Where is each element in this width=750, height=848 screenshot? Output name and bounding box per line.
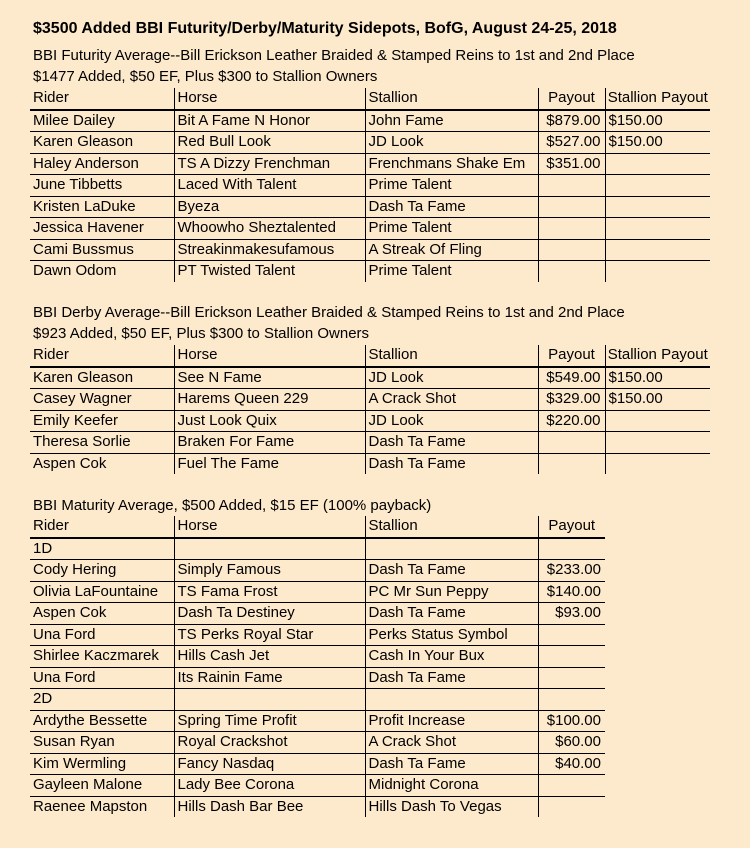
payout-cell: $351.00 xyxy=(538,153,605,175)
payout-cell: $93.00 xyxy=(538,603,605,625)
stallion-cell: Perks Status Symbol xyxy=(365,624,538,646)
horse-cell: TS Fama Frost xyxy=(174,581,365,603)
horse-cell: Red Bull Look xyxy=(174,132,365,154)
stallion-cell: JD Look xyxy=(365,132,538,154)
payout-cell: $220.00 xyxy=(538,410,605,432)
table-row xyxy=(30,775,605,797)
horse-cell: PT Twisted Talent xyxy=(174,261,365,282)
maturity-heading: BBI Maturity Average, $500 Added, $15 EF (100% payback) xyxy=(33,497,432,514)
stallion-payout-cell xyxy=(605,432,710,454)
stallion-cell: Midnight Corona xyxy=(365,775,538,797)
payout-cell: $100.00 xyxy=(538,710,605,732)
table-row xyxy=(30,432,710,454)
column-header: Rider xyxy=(30,345,174,367)
page-title: $3500 Added BBI Futurity/Derby/Maturity Sidepots, BofG, August 24-25, 2018 xyxy=(33,20,617,37)
column-header: Rider xyxy=(30,516,174,538)
horse-cell: Just Look Quix xyxy=(174,410,365,432)
horse-cell: Streakinmakesufamous xyxy=(174,239,365,261)
table-row xyxy=(30,603,605,625)
stallion-cell: Profit Increase xyxy=(365,710,538,732)
stallion-cell: Prime Talent xyxy=(365,218,538,240)
column-header: Stallion xyxy=(365,345,538,367)
payout-cell: $549.00 xyxy=(538,367,605,389)
column-header: Stallion xyxy=(365,88,538,110)
rider-cell: Kim Wermling xyxy=(30,753,174,775)
payout-cell xyxy=(538,218,605,240)
column-header: Stallion Payout xyxy=(605,88,710,110)
rider-cell: Ardythe Bessette xyxy=(30,710,174,732)
derby-heading: BBI Derby Average--Bill Erickson Leather Braided & Stamped Reins to 1st and 2nd Place xyxy=(33,304,625,321)
payout-cell xyxy=(538,689,605,711)
horse-cell: Lady Bee Corona xyxy=(174,775,365,797)
table-row xyxy=(30,196,710,218)
payout-cell xyxy=(538,175,605,197)
column-header: Horse xyxy=(174,345,365,367)
table-row xyxy=(30,560,605,582)
table-row xyxy=(30,218,710,240)
table-row xyxy=(30,239,710,261)
stallion-cell: Dash Ta Fame xyxy=(365,667,538,689)
payout-cell: $60.00 xyxy=(538,732,605,754)
maturity-table xyxy=(30,516,605,817)
stallion-cell xyxy=(365,689,538,711)
payout-cell: $527.00 xyxy=(538,132,605,154)
rider-cell: Susan Ryan xyxy=(30,732,174,754)
rider-cell: 2D xyxy=(30,689,174,711)
rider-cell: Karen Gleason xyxy=(30,367,174,389)
table-row xyxy=(30,796,605,817)
rider-cell: Gayleen Malone xyxy=(30,775,174,797)
table-row xyxy=(30,175,710,197)
horse-cell: Fuel The Fame xyxy=(174,453,365,474)
payout-cell xyxy=(538,667,605,689)
column-header: Payout xyxy=(538,516,605,538)
table-row xyxy=(30,667,605,689)
stallion-cell: PC Mr Sun Peppy xyxy=(365,581,538,603)
derby-subheading: $923 Added, $50 EF, Plus $300 to Stallion Owners xyxy=(33,325,370,342)
horse-cell: Simply Famous xyxy=(174,560,365,582)
stallion-payout-cell: $150.00 xyxy=(605,132,710,154)
stallion-payout-cell: $150.00 xyxy=(605,389,710,411)
stallion-cell: Dash Ta Fame xyxy=(365,196,538,218)
payout-cell: $40.00 xyxy=(538,753,605,775)
rider-cell: Raenee Mapston xyxy=(33,797,148,815)
horse-cell: Fancy Nasdaq xyxy=(174,753,365,775)
stallion-cell: JD Look xyxy=(365,410,538,432)
horse-cell: Whoowho Sheztalented xyxy=(174,218,365,240)
stallion-cell: Cash In Your Bux xyxy=(365,646,538,668)
stallion-payout-cell xyxy=(605,218,710,240)
column-header: Payout xyxy=(538,345,605,367)
stallion-cell: A Crack Shot xyxy=(365,732,538,754)
table-row xyxy=(30,367,710,389)
table-row xyxy=(30,753,605,775)
table-row xyxy=(30,389,710,411)
rider-cell: Aspen Cok xyxy=(30,603,174,625)
payout-cell xyxy=(538,646,605,668)
table-row xyxy=(30,538,605,560)
table-row xyxy=(30,110,710,132)
horse-cell: Byeza xyxy=(174,196,365,218)
table-row xyxy=(30,646,605,668)
table-row xyxy=(30,732,605,754)
rider-cell: Cody Hering xyxy=(30,560,174,582)
rider-cell: Una Ford xyxy=(30,667,174,689)
horse-cell: Dash Ta Destiney xyxy=(174,603,365,625)
rider-cell: Emily Keefer xyxy=(30,410,174,432)
payout-cell xyxy=(538,624,605,646)
futurity-subheading: $1477 Added, $50 EF, Plus $300 to Stallion Owners xyxy=(33,68,378,85)
rider-cell: Casey Wagner xyxy=(30,389,174,411)
table-row xyxy=(30,710,605,732)
rider-cell: Cami Bussmus xyxy=(30,239,174,261)
stallion-cell: Prime Talent xyxy=(365,261,538,282)
stallion-payout-cell xyxy=(605,175,710,197)
table-row xyxy=(30,624,605,646)
stallion-payout-cell: $150.00 xyxy=(605,110,710,132)
stallion-cell: Dash Ta Fame xyxy=(365,603,538,625)
futurity-table xyxy=(30,88,710,282)
horse-cell: Hills Cash Jet xyxy=(174,646,365,668)
stallion-cell: Dash Ta Fame xyxy=(365,432,538,454)
futurity-heading: BBI Futurity Average--Bill Erickson Leather Braided & Stamped Reins to 1st and 2nd Place xyxy=(33,47,635,64)
stallion-payout-cell xyxy=(605,261,710,282)
payout-cell: $879.00 xyxy=(538,110,605,132)
payout-cell xyxy=(538,796,605,817)
table-row xyxy=(30,410,710,432)
stallion-cell: Dash Ta Fame xyxy=(365,453,538,474)
payout-cell xyxy=(538,432,605,454)
stallion-cell: Hills Dash To Vegas xyxy=(365,796,538,817)
table-row xyxy=(30,261,710,282)
horse-cell: Its Rainin Fame xyxy=(174,667,365,689)
horse-cell: Braken For Fame xyxy=(174,432,365,454)
rider-cell: Aspen Cok xyxy=(33,454,107,472)
stallion-payout-cell xyxy=(605,239,710,261)
payout-cell: $140.00 xyxy=(538,581,605,603)
column-header: Stallion Payout xyxy=(605,345,710,367)
column-header: Horse xyxy=(174,88,365,110)
stallion-cell: Dash Ta Fame xyxy=(365,560,538,582)
rider-cell: Olivia LaFountaine xyxy=(30,581,174,603)
column-header: Payout xyxy=(538,88,605,110)
payout-cell xyxy=(538,239,605,261)
stallion-payout-cell xyxy=(605,453,710,474)
payout-cell xyxy=(538,261,605,282)
table-row xyxy=(30,581,605,603)
stallion-payout-cell xyxy=(605,410,710,432)
stallion-payout-cell xyxy=(605,196,710,218)
stallion-cell: Dash Ta Fame xyxy=(365,753,538,775)
horse-cell: TS Perks Royal Star xyxy=(174,624,365,646)
payout-cell xyxy=(538,196,605,218)
rider-cell: 1D xyxy=(30,538,174,560)
stallion-cell: John Fame xyxy=(365,110,538,132)
horse-cell: Spring Time Profit xyxy=(174,710,365,732)
rider-cell: Kristen LaDuke xyxy=(30,196,174,218)
table-header-row xyxy=(30,516,605,538)
payout-cell: $233.00 xyxy=(538,560,605,582)
table-row xyxy=(30,453,710,474)
horse-cell xyxy=(174,689,365,711)
column-header: Rider xyxy=(30,88,174,110)
stallion-cell: A Streak Of Fling xyxy=(365,239,538,261)
horse-cell: Royal Crackshot xyxy=(174,732,365,754)
rider-cell: Dawn Odom xyxy=(33,262,117,280)
stallion-cell: Frenchmans Shake Em xyxy=(365,153,538,175)
stallion-cell xyxy=(365,538,538,560)
table-header-row xyxy=(30,345,710,367)
stallion-payout-cell xyxy=(605,153,710,175)
table-row xyxy=(30,132,710,154)
table-header-row xyxy=(30,88,710,110)
rider-cell: Shirlee Kaczmarek xyxy=(30,646,174,668)
horse-cell xyxy=(174,538,365,560)
horse-cell: Laced With Talent xyxy=(174,175,365,197)
payout-cell: $329.00 xyxy=(538,389,605,411)
stallion-cell: JD Look xyxy=(365,367,538,389)
column-header: Horse xyxy=(174,516,365,538)
column-header: Stallion xyxy=(365,516,538,538)
payout-cell xyxy=(538,453,605,474)
stallion-payout-cell: $150.00 xyxy=(605,367,710,389)
stallion-cell: A Crack Shot xyxy=(365,389,538,411)
payout-cell xyxy=(538,775,605,797)
horse-cell: Harems Queen 229 xyxy=(174,389,365,411)
horse-cell: Hills Dash Bar Bee xyxy=(174,796,365,817)
horse-cell: TS A Dizzy Frenchman xyxy=(174,153,365,175)
horse-cell: See N Fame xyxy=(174,367,365,389)
table-row xyxy=(30,153,710,175)
rider-cell: Una Ford xyxy=(30,624,174,646)
stallion-cell: Prime Talent xyxy=(365,175,538,197)
derby-table xyxy=(30,345,710,474)
payout-cell xyxy=(538,538,605,560)
rider-cell: Karen Gleason xyxy=(30,132,174,154)
rider-cell: Jessica Havener xyxy=(30,218,174,240)
rider-cell: Milee Dailey xyxy=(30,110,174,132)
horse-cell: Bit A Fame N Honor xyxy=(174,110,365,132)
rider-cell: Theresa Sorlie xyxy=(30,432,174,454)
rider-cell: June Tibbetts xyxy=(30,175,174,197)
table-row xyxy=(30,689,605,711)
rider-cell: Haley Anderson xyxy=(30,153,174,175)
